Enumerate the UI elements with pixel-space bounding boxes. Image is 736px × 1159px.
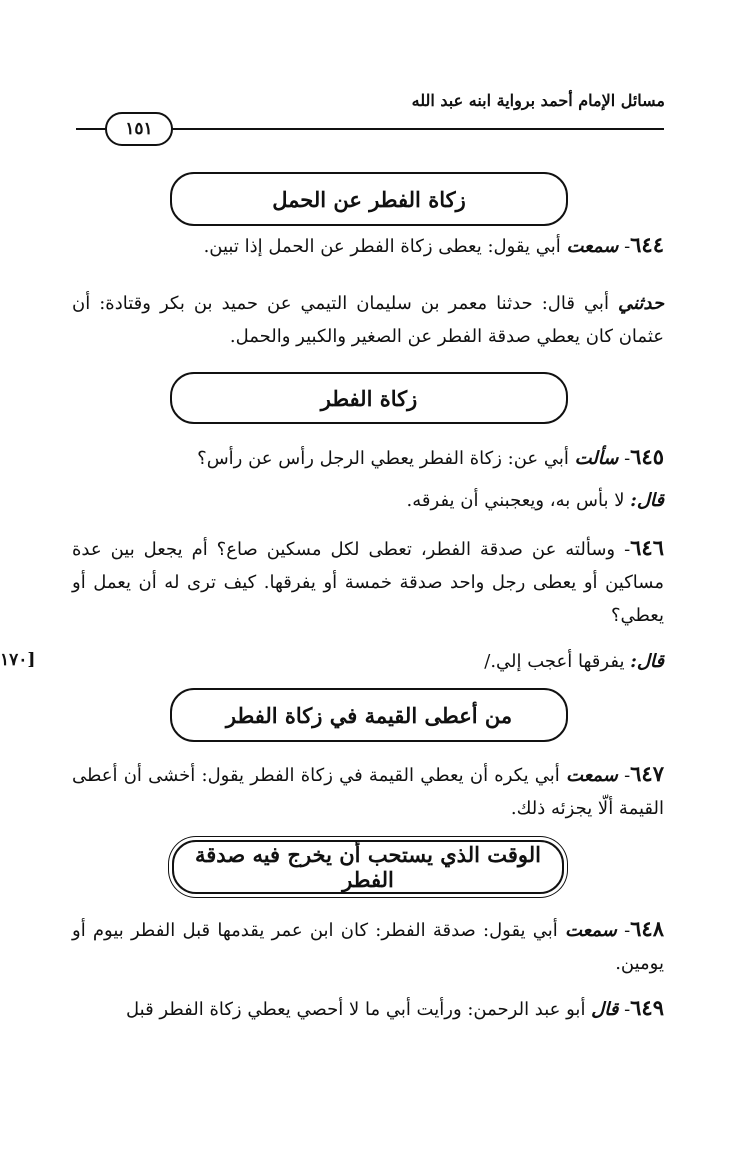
paragraph-text: أبي يكره أن يعطي القيمة في زكاة الفطر يقول: أخشى أن أعطى القيمة ألّا يجزئه ذلك. <box>72 765 664 819</box>
separator: - <box>618 999 631 1020</box>
item-number: ٦٤٦ <box>630 535 664 560</box>
paragraph-648 <box>72 912 664 980</box>
section-heading-text: من أعطى القيمة في زكاة الفطر <box>225 702 513 728</box>
paragraph-text: لا بأس به، ويعجبني أن يفرقه. <box>406 490 631 511</box>
keyword: قال <box>591 999 619 1020</box>
margin-page-reference: [١٧٠ <box>0 650 36 670</box>
paragraph-645-answer <box>72 484 664 517</box>
paragraph-text: أبي عن: زكاة الفطر يعطي الرجل رأس عن رأس؟ <box>197 448 575 469</box>
separator: - <box>618 448 631 469</box>
paragraph-text: يفرقها أعجب إلي./ <box>484 651 631 672</box>
paragraph-text: أبي يقول: يعطى زكاة الفطر عن الحمل إذا تبين. <box>203 236 567 257</box>
item-number: ٦٤٨ <box>630 916 664 941</box>
item-number: ٦٤٤ <box>630 232 664 257</box>
running-head-title: مسائل الإمام أحمد برواية ابنه عبد الله <box>411 91 665 110</box>
keyword: قال: <box>630 490 664 511</box>
keyword: سمعت <box>566 236 619 257</box>
paragraph-644 <box>72 228 664 263</box>
keyword: سمعت <box>565 920 617 941</box>
section-heading <box>170 688 568 742</box>
paragraph-644-isnad <box>72 287 664 353</box>
section-heading-text: زكاة الفطر <box>320 385 418 411</box>
section-heading-text: الوقت الذي يستحب أن يخرج فيه صدقة الفطر <box>195 842 541 892</box>
section-heading-text: زكاة الفطر عن الحمل <box>272 186 466 212</box>
item-number: ٦٤٥ <box>630 444 664 469</box>
paragraph-text: أبي قال: حدثنا معمر بن سليمان التيمي عن حميد بن بكر وقتادة: أن عثمان كان يعطي صدقة الفطر عن الصغير والكبير والحمل. <box>72 293 664 347</box>
paragraph-649 <box>72 991 664 1026</box>
section-heading <box>172 840 564 894</box>
page-number: ١٥١ <box>105 112 173 146</box>
keyword: سمعت <box>566 765 618 786</box>
keyword: قال: <box>630 651 664 672</box>
separator: - <box>617 765 631 786</box>
separator: - <box>616 920 631 941</box>
keyword: حدثني <box>617 293 664 314</box>
paragraph-647 <box>72 757 664 825</box>
keyword: سألت <box>574 448 619 469</box>
paragraph-646 <box>72 531 664 632</box>
paragraph-text: - وسألته عن صدقة الفطر، تعطى لكل مسكين صاع؟ أم يجعل بين عدة مساكين أو يعطى رجل واحد صدقة خمسة أو يفرقها. كيف ترى له أن يعمل أو يعطي؟ <box>72 539 664 626</box>
item-number: ٦٤٧ <box>630 761 664 786</box>
paragraph-text: أبي يقول: صدقة الفطر: كان ابن عمر يقدمها قبل الفطر بيوم أو يومين. <box>72 920 664 974</box>
paragraph-646-answer <box>72 645 664 678</box>
paragraph-645 <box>72 440 664 475</box>
section-heading <box>170 372 568 424</box>
section-heading <box>170 172 568 226</box>
paragraph-text: أبو عبد الرحمن: ورأيت أبي ما لا أحصي يعطي زكاة الفطر قبل <box>126 999 592 1020</box>
item-number: ٦٤٩ <box>630 995 664 1020</box>
separator: - <box>618 236 631 257</box>
